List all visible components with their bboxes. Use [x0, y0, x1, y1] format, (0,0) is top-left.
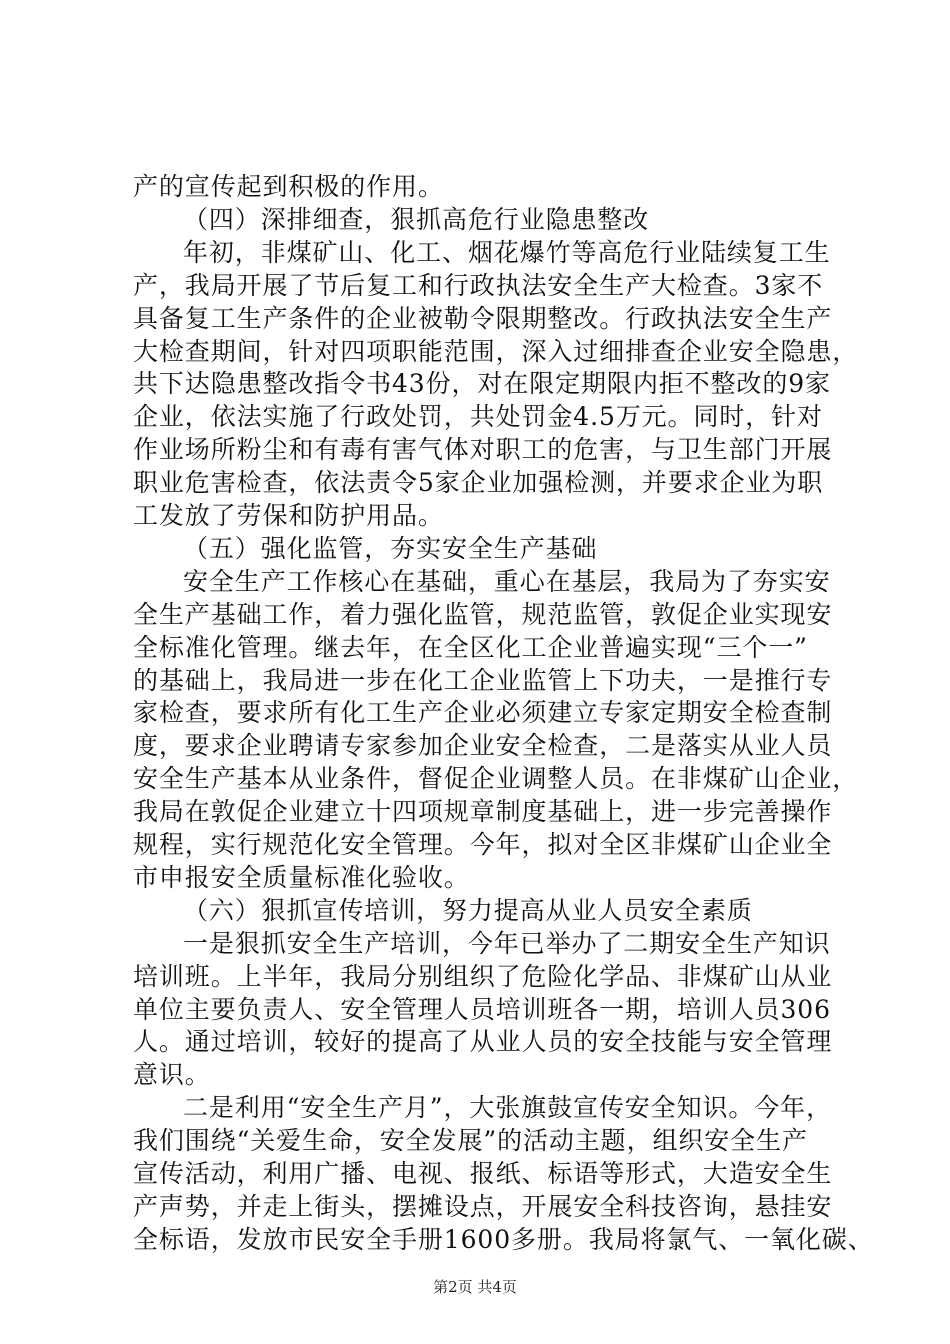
section-heading-4: （四）深排细查，狠抓高危行业隐患整改 — [183, 205, 650, 234]
text-line: 产声势，并走上街头，摆摊设点，开展安全科技咨询，悬挂安 — [133, 1192, 833, 1221]
text-line: 二是利用“安全生产月”，大张旗鼓宣传安全知识。今年， — [183, 1093, 832, 1122]
text-line: 单位主要负责人、安全管理人员培训班各一期，培训人员306 — [133, 995, 831, 1024]
text-line: 职业危害检查，依法责令5家企业加强检测，并要求企业为职 — [133, 468, 824, 497]
text-line: 产的宣传起到积极的作用。 — [133, 172, 444, 201]
text-line: 具备复工生产条件的企业被勒令限期整改。行政执法安全生产 — [133, 304, 833, 333]
text-line: 全标语，发放市民安全手册1600多册。我局将氯气、一氧化碳、 — [133, 1225, 874, 1254]
text-line: 宣传活动，利用广播、电视、报纸、标语等形式，大造安全生 — [133, 1159, 833, 1188]
section-heading-5: （五）强化监管，夯实安全生产基础 — [183, 534, 598, 563]
text-line: 全生产基础工作，着力强化监管，规范监管，敦促企业实现安 — [133, 600, 833, 629]
text-line: 市申报安全质量标准化验收。 — [133, 863, 470, 892]
text-line: 年初，非煤矿山、化工、烟花爆竹等高危行业陆续复工生 — [183, 238, 831, 267]
text-line: 人。通过培训，较好的提高了从业人员的安全技能与安全管理 — [133, 1027, 833, 1056]
text-line: 产，我局开展了节后复工和行政执法安全生产大检查。3家不 — [133, 271, 824, 300]
section-heading-6: （六）狠抓宣传培训，努力提高从业人员安全素质 — [183, 896, 753, 925]
text-line: 我局在敦促企业建立十四项规章制度基础上，进一步完善操作 — [133, 797, 833, 826]
text-line: 共下达隐患整改指令书43份，对在限定期限内拒不整改的9家 — [133, 369, 831, 398]
text-line: 培训班。上半年，我局分别组织了危险化学品、非煤矿山从业 — [133, 962, 833, 991]
text-line: 家检查，要求所有化工生产企业必须建立专家定期安全检查制 — [133, 698, 833, 727]
text-line: 企业，依法实施了行政处罚，共处罚金4.5万元。同时，针对 — [133, 402, 823, 431]
text-line: 全标准化管理。继去年，在全区化工企业普遍实现“三个一” — [133, 633, 808, 662]
text-line: 大检查期间，针对四项职能范围，深入过细排查企业安全隐患， — [133, 337, 859, 366]
text-line: 的基础上，我局进一步在化工企业监管上下功夫，一是推行专 — [133, 666, 833, 695]
text-line: 安全生产工作核心在基础，重心在基层，我局为了夯实安 — [183, 567, 831, 596]
text-line: 度，要求企业聘请专家参加企业安全检查，二是落实从业人员 — [133, 731, 833, 760]
text-line: 我们围绕“关爱生命，安全发展”的活动主题，组织安全生产 — [133, 1126, 808, 1155]
text-line: 规程，实行规范化安全管理。今年，拟对全区非煤矿山企业全 — [133, 830, 833, 859]
text-line: 安全生产基本从业条件，督促企业调整人员。在非煤矿山企业， — [133, 764, 859, 793]
text-line: 一是狠抓安全生产培训，今年已举办了二期安全生产知识 — [183, 929, 831, 958]
text-line: 作业场所粉尘和有毒有害气体对职工的危害，与卫生部门开展 — [133, 435, 833, 464]
text-line: 工发放了劳保和防护用品。 — [133, 501, 444, 530]
text-line: 意识。 — [133, 1060, 211, 1089]
page-number-footer: 第2页 共4页 — [433, 1278, 517, 1296]
